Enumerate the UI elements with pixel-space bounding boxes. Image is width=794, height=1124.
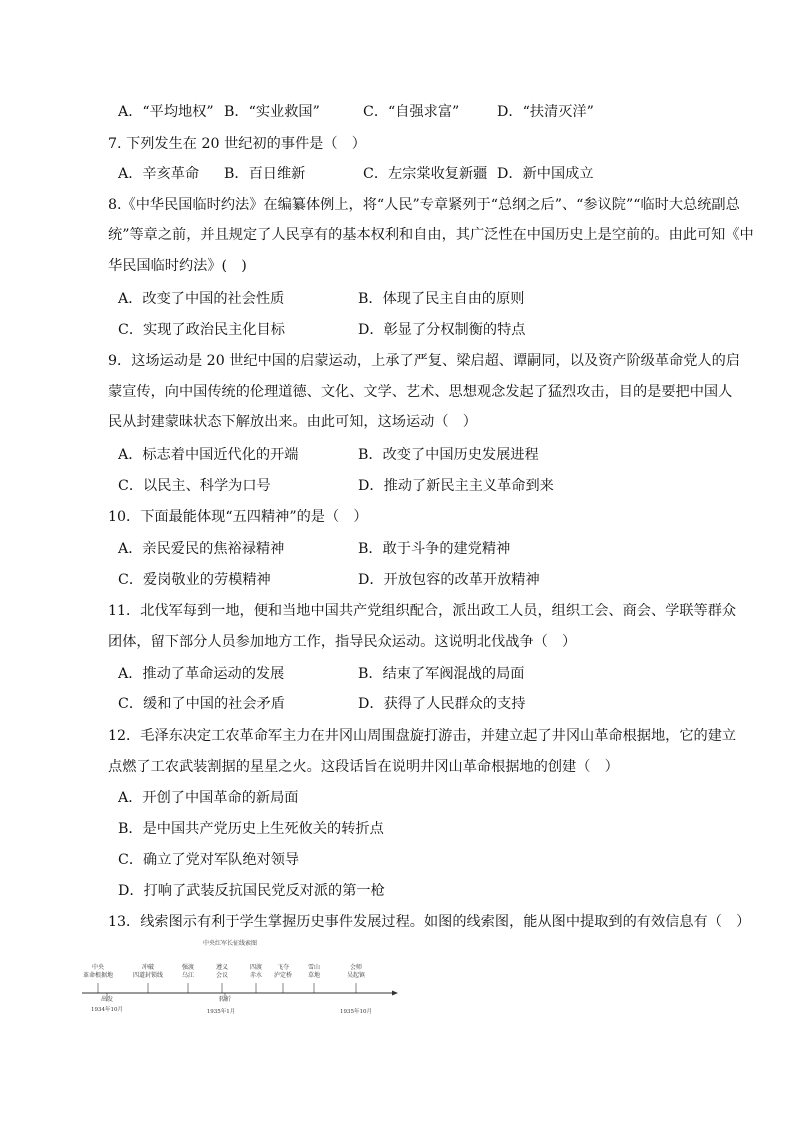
- q11-option-b[interactable]: B．结束了军阀混战的局面: [358, 666, 525, 682]
- q9-stem-line-1: [0, 349, 794, 373]
- timeline-stop-1: [83, 963, 113, 993]
- q12-stem-text-1: 12．毛泽东决定工农革命军主力在井冈山周围盘旋打游击，并建立起了井冈山革命根据地，它的建立: [108, 728, 737, 744]
- q11-option-a[interactable]: A．推动了革命运动的发展: [118, 666, 285, 682]
- start-label: 出发: [100, 996, 114, 1003]
- q11-stem-text-1: 11．北伐军每到一地，便和当地中国共产党组织配合，派出政工人员，组织工会、商会、学联等群众: [108, 603, 737, 619]
- q9-option-c[interactable]: C．以民主、科学为口号: [118, 478, 271, 494]
- stop-3-line-1: 强渡: [181, 964, 195, 971]
- q12-stem-text-2: 点燃了工农武装割据的星星之火。这段话旨在说明井冈山革命根据地的创建（ ）: [108, 759, 619, 775]
- q7-stem: [0, 132, 794, 156]
- q6-option-a[interactable]: A．“平均地权”: [118, 104, 214, 120]
- timeline-turn-marker: [207, 993, 236, 1015]
- q10-options-row-2: [0, 568, 794, 592]
- q9-options-row-2: [0, 474, 794, 498]
- q12-option-a-line: [0, 786, 794, 810]
- end-date: 1935年10月: [340, 1009, 372, 1015]
- q13-stem-text: 13．线索图示有利于学生掌握历史事件发展过程。如图的线索图，能从图中提取到的有效信息有（ ）: [108, 914, 751, 930]
- stop-2-line-2: 四道封锁线: [132, 972, 164, 979]
- stop-4-line-1: 遵义: [215, 964, 229, 971]
- stop-1-line-1: 中央: [91, 964, 105, 971]
- timeline-title: 中央红军长征线索图: [202, 940, 258, 947]
- q12-option-d[interactable]: D．打响了武装反抗国民党反对派的第一枪: [118, 883, 385, 899]
- q11-options-row-2: [0, 692, 794, 716]
- q11-option-c[interactable]: C．缓和了中国的社会矛盾: [118, 696, 285, 712]
- q9-option-a[interactable]: A．标志着中国近代化的开端: [118, 447, 299, 463]
- stop-8-line-2: 吴起镇: [346, 972, 366, 979]
- q10-stem-text: 10．下面最能体现“五四精神”的是（ ）: [108, 509, 368, 525]
- stop-6-line-1: 飞夺: [276, 964, 290, 971]
- q8-stem-line-2: [0, 223, 794, 247]
- q8-stem-line-3: [0, 254, 794, 278]
- q12-option-d-line: [0, 879, 794, 903]
- q12-option-c-line: [0, 848, 794, 872]
- q13-stem: [0, 910, 794, 934]
- q8-option-c[interactable]: C．实现了政治民主化目标: [118, 322, 285, 338]
- q11-stem-text-2: 团体，留下部分人员参加地方工作，指导民众运动。这说明北伐战争（ ）: [108, 634, 577, 650]
- q9-option-d[interactable]: D．推动了新民主主义革命到来: [358, 478, 554, 494]
- q6-option-d[interactable]: D．“扶清灭洋”: [497, 104, 594, 120]
- stop-7-line-2: 草地: [307, 972, 321, 979]
- q8-stem-line-1: [0, 193, 794, 217]
- q8-options-row-2: [0, 318, 794, 342]
- q8-option-b[interactable]: B．体现了民主自由的原则: [358, 291, 525, 307]
- q7-option-c[interactable]: C．左宗棠收复新疆: [363, 166, 488, 182]
- q11-option-d[interactable]: D．获得了人民群众的支持: [358, 696, 526, 712]
- q10-option-c[interactable]: C．爱岗敬业的劳模精神: [118, 572, 271, 588]
- stop-6-line-2: 泸定桥: [273, 972, 293, 979]
- q8-stem-text-2: 统”等章之前，并且规定了人民享有的基本权利和自由，其广泛性在中国历史上是空前的。由此可知《中: [108, 227, 754, 243]
- timeline-stop-7: [308, 963, 320, 993]
- q8-stem-text-3: 华民国临时约法》( ): [108, 258, 247, 274]
- q9-stem-text-3: 民从封建蒙昧状态下解放出来。由此可知，这场运动（ ）: [108, 414, 477, 430]
- q12-option-b[interactable]: B．是中国共产党历史上生死攸关的转折点: [118, 821, 384, 837]
- timeline-stop-4: [216, 963, 228, 993]
- timeline-stop-8: [347, 963, 366, 993]
- q9-stem-text-1: 9．这场运动是 20 世纪中国的启蒙运动，上承了严复、梁启超、谭嗣同，以及资产阶级革命党人的启: [108, 353, 740, 369]
- q10-stem: [0, 505, 794, 529]
- q7-option-d[interactable]: D．新中国成立: [497, 166, 594, 182]
- stop-7-line-1: 雪山: [307, 964, 321, 971]
- stop-4-line-2: 会议: [215, 972, 229, 979]
- timeline-stop-3: [182, 963, 194, 993]
- timeline-stop-5: [250, 963, 262, 993]
- timeline-stop-2: [133, 963, 163, 993]
- q7-options: [0, 162, 794, 186]
- q12-stem-line-1: [0, 724, 794, 748]
- stop-8-line-1: 会师: [349, 964, 363, 971]
- q10-option-a[interactable]: A．亲民爱民的焦裕禄精神: [118, 541, 285, 557]
- q8-option-d[interactable]: D．彰显了分权制衡的特点: [358, 322, 526, 338]
- q7-option-a[interactable]: A．辛亥革命: [118, 166, 200, 182]
- turn-date: 1935年1月: [206, 1009, 236, 1015]
- q7-option-b[interactable]: B．百日维新: [224, 166, 306, 182]
- timeline-stop-6: [274, 963, 292, 993]
- stop-2-line-1: 冲破: [141, 964, 155, 971]
- stop-5-line-2: 赤水: [249, 972, 263, 979]
- stop-3-line-2: 乌江: [181, 972, 195, 979]
- q11-stem-line-1: [0, 599, 794, 623]
- timeline-start-marker: [91, 993, 123, 1013]
- q9-stem-text-2: 蒙宣传，向中国传统的伦理道德、文化、文学、艺术、思想观念发起了猛烈攻击，目的是要把中国人: [108, 384, 733, 400]
- q11-stem-line-2: [0, 630, 794, 654]
- turn-label: 转折: [218, 996, 232, 1003]
- q10-option-b[interactable]: B．敢于斗争的建党精神: [358, 541, 511, 557]
- q11-options-row-1: [0, 662, 794, 686]
- stop-1-line-2: 革命根据地: [82, 972, 114, 979]
- q10-option-d[interactable]: D．开放包容的改革开放精神: [358, 572, 540, 588]
- stop-5-line-1: 四渡: [249, 964, 263, 971]
- q12-stem-line-2: [0, 755, 794, 779]
- q10-options-row-1: [0, 537, 794, 561]
- q9-stem-line-2: [0, 380, 794, 404]
- q12-option-c[interactable]: C．确立了党对军队绝对领导: [118, 852, 300, 868]
- q9-options-row-1: [0, 443, 794, 467]
- timeline-end-marker: [340, 1007, 372, 1015]
- q9-option-b[interactable]: B．改变了中国历史发展进程: [358, 447, 539, 463]
- q12-option-a[interactable]: A．开创了中国革命的新局面: [118, 790, 299, 806]
- q8-options-row-1: [0, 287, 794, 311]
- timeline-arrowhead: [392, 991, 398, 996]
- q12-option-b-line: [0, 817, 794, 841]
- q9-stem-line-3: [0, 410, 794, 434]
- q7-stem-text: 7. 下列发生在 20 世纪初的事件是（ ）: [108, 136, 366, 152]
- q6-options: [0, 100, 794, 124]
- q6-option-c[interactable]: C．“自强求富”: [363, 104, 460, 120]
- start-date: 1934年10月: [91, 1007, 123, 1013]
- long-march-timeline: [80, 935, 410, 1025]
- q6-option-b[interactable]: B．“实业救国”: [224, 104, 320, 120]
- q8-stem-text-1: 8.《中华民国临时约法》在编纂体例上，将“人民”专章紧列于“总纲之后”、“参议院”“临时大总统副总: [108, 197, 740, 213]
- q8-option-a[interactable]: A．改变了中国的社会性质: [118, 291, 285, 307]
